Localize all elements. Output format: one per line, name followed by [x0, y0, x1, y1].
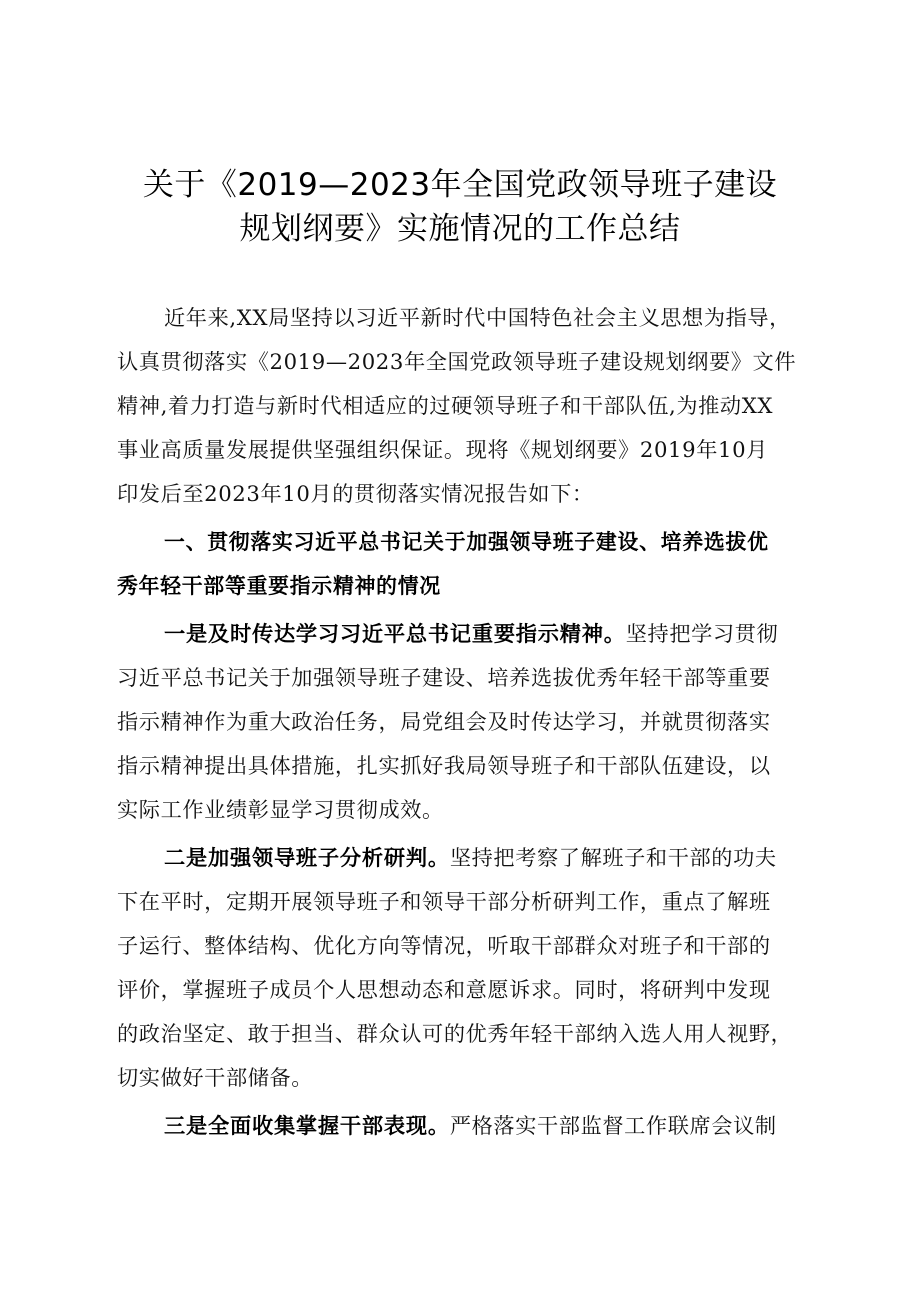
item-1-line-5: 实际工作业绩彰显学习贯彻成效。 [117, 797, 444, 822]
document-title-line-1: 关于《2019—2023年全国党政领导班子建设 [142, 167, 778, 203]
item-1-line-3: 指示精神作为重大政治任务，局党组会及时传达学习，并就贯彻落实 [117, 709, 771, 734]
item-2-line-2: 下在平时，定期开展领导班子和领导干部分析研判工作，重点了解班 [117, 889, 771, 914]
item-1-line-2: 习近平总书记关于加强领导班子建设、培养选拔优秀年轻干部等重要 [117, 665, 771, 690]
item-3-lead: 三是全面收集掌握干部表现。 [164, 1113, 450, 1138]
item-1-lead: 一是及时传达学习习近平总书记重要指示精神。 [164, 621, 626, 646]
item-2-line-6: 切实做好干部储备。 [117, 1065, 314, 1090]
intro-line-4: 事业高质量发展提供坚强组织保证。现将《规划纲要》2019年10月 [117, 437, 768, 462]
item-1-first-rest: 坚持把学习贯彻 [625, 621, 779, 646]
item-2-lead: 二是加强领导班子分析研判。 [164, 845, 450, 870]
item-2-line-5: 的政治坚定、敢于担当、群众认可的优秀年轻干部纳入选人用人视野， [117, 1021, 793, 1046]
item-2-line-4: 评价，掌握班子成员个人思想动态和意愿诉求。同时，将研判中发现 [117, 977, 771, 1002]
item-3-first-line [164, 1106, 777, 1146]
item-2-line-3: 子运行、整体结构、优化方向等情况，听取干部群众对班子和干部的 [117, 933, 771, 958]
document-title-line-2: 规划纲要》实施情况的工作总结 [239, 211, 681, 247]
item-1-line-4: 指示精神提出具体措施，扎实抓好我局领导班子和干部队伍建设，以 [117, 753, 771, 778]
section-1-heading-line-2: 秀年轻干部等重要指示精神的情况 [117, 574, 441, 598]
item-1-first-line [164, 614, 778, 654]
intro-line-1: 近年来,XX局坚持以习近平新时代中国特色社会主义思想为指导， [164, 305, 791, 330]
item-2-first-line [164, 838, 777, 878]
item-2-first-rest: 坚持把考察了解班子和干部的功夫 [449, 845, 777, 870]
intro-line-3: 精神,着力打造与新时代相适应的过硬领导班子和干部队伍,为推动XX [117, 393, 774, 418]
section-1-heading-line-1: 一、贯彻落实习近平总书记关于加强领导班子建设、培养选拔优 [164, 530, 769, 554]
intro-line-2: 认真贯彻落实《2019—2023年全国党政领导班子建设规划纲要》文件 [117, 349, 797, 374]
item-3-first-rest: 严格落实干部监督工作联席会议制 [449, 1113, 777, 1138]
intro-line-5: 印发后至2023年10月的贯彻落实情况报告如下： [117, 481, 594, 506]
